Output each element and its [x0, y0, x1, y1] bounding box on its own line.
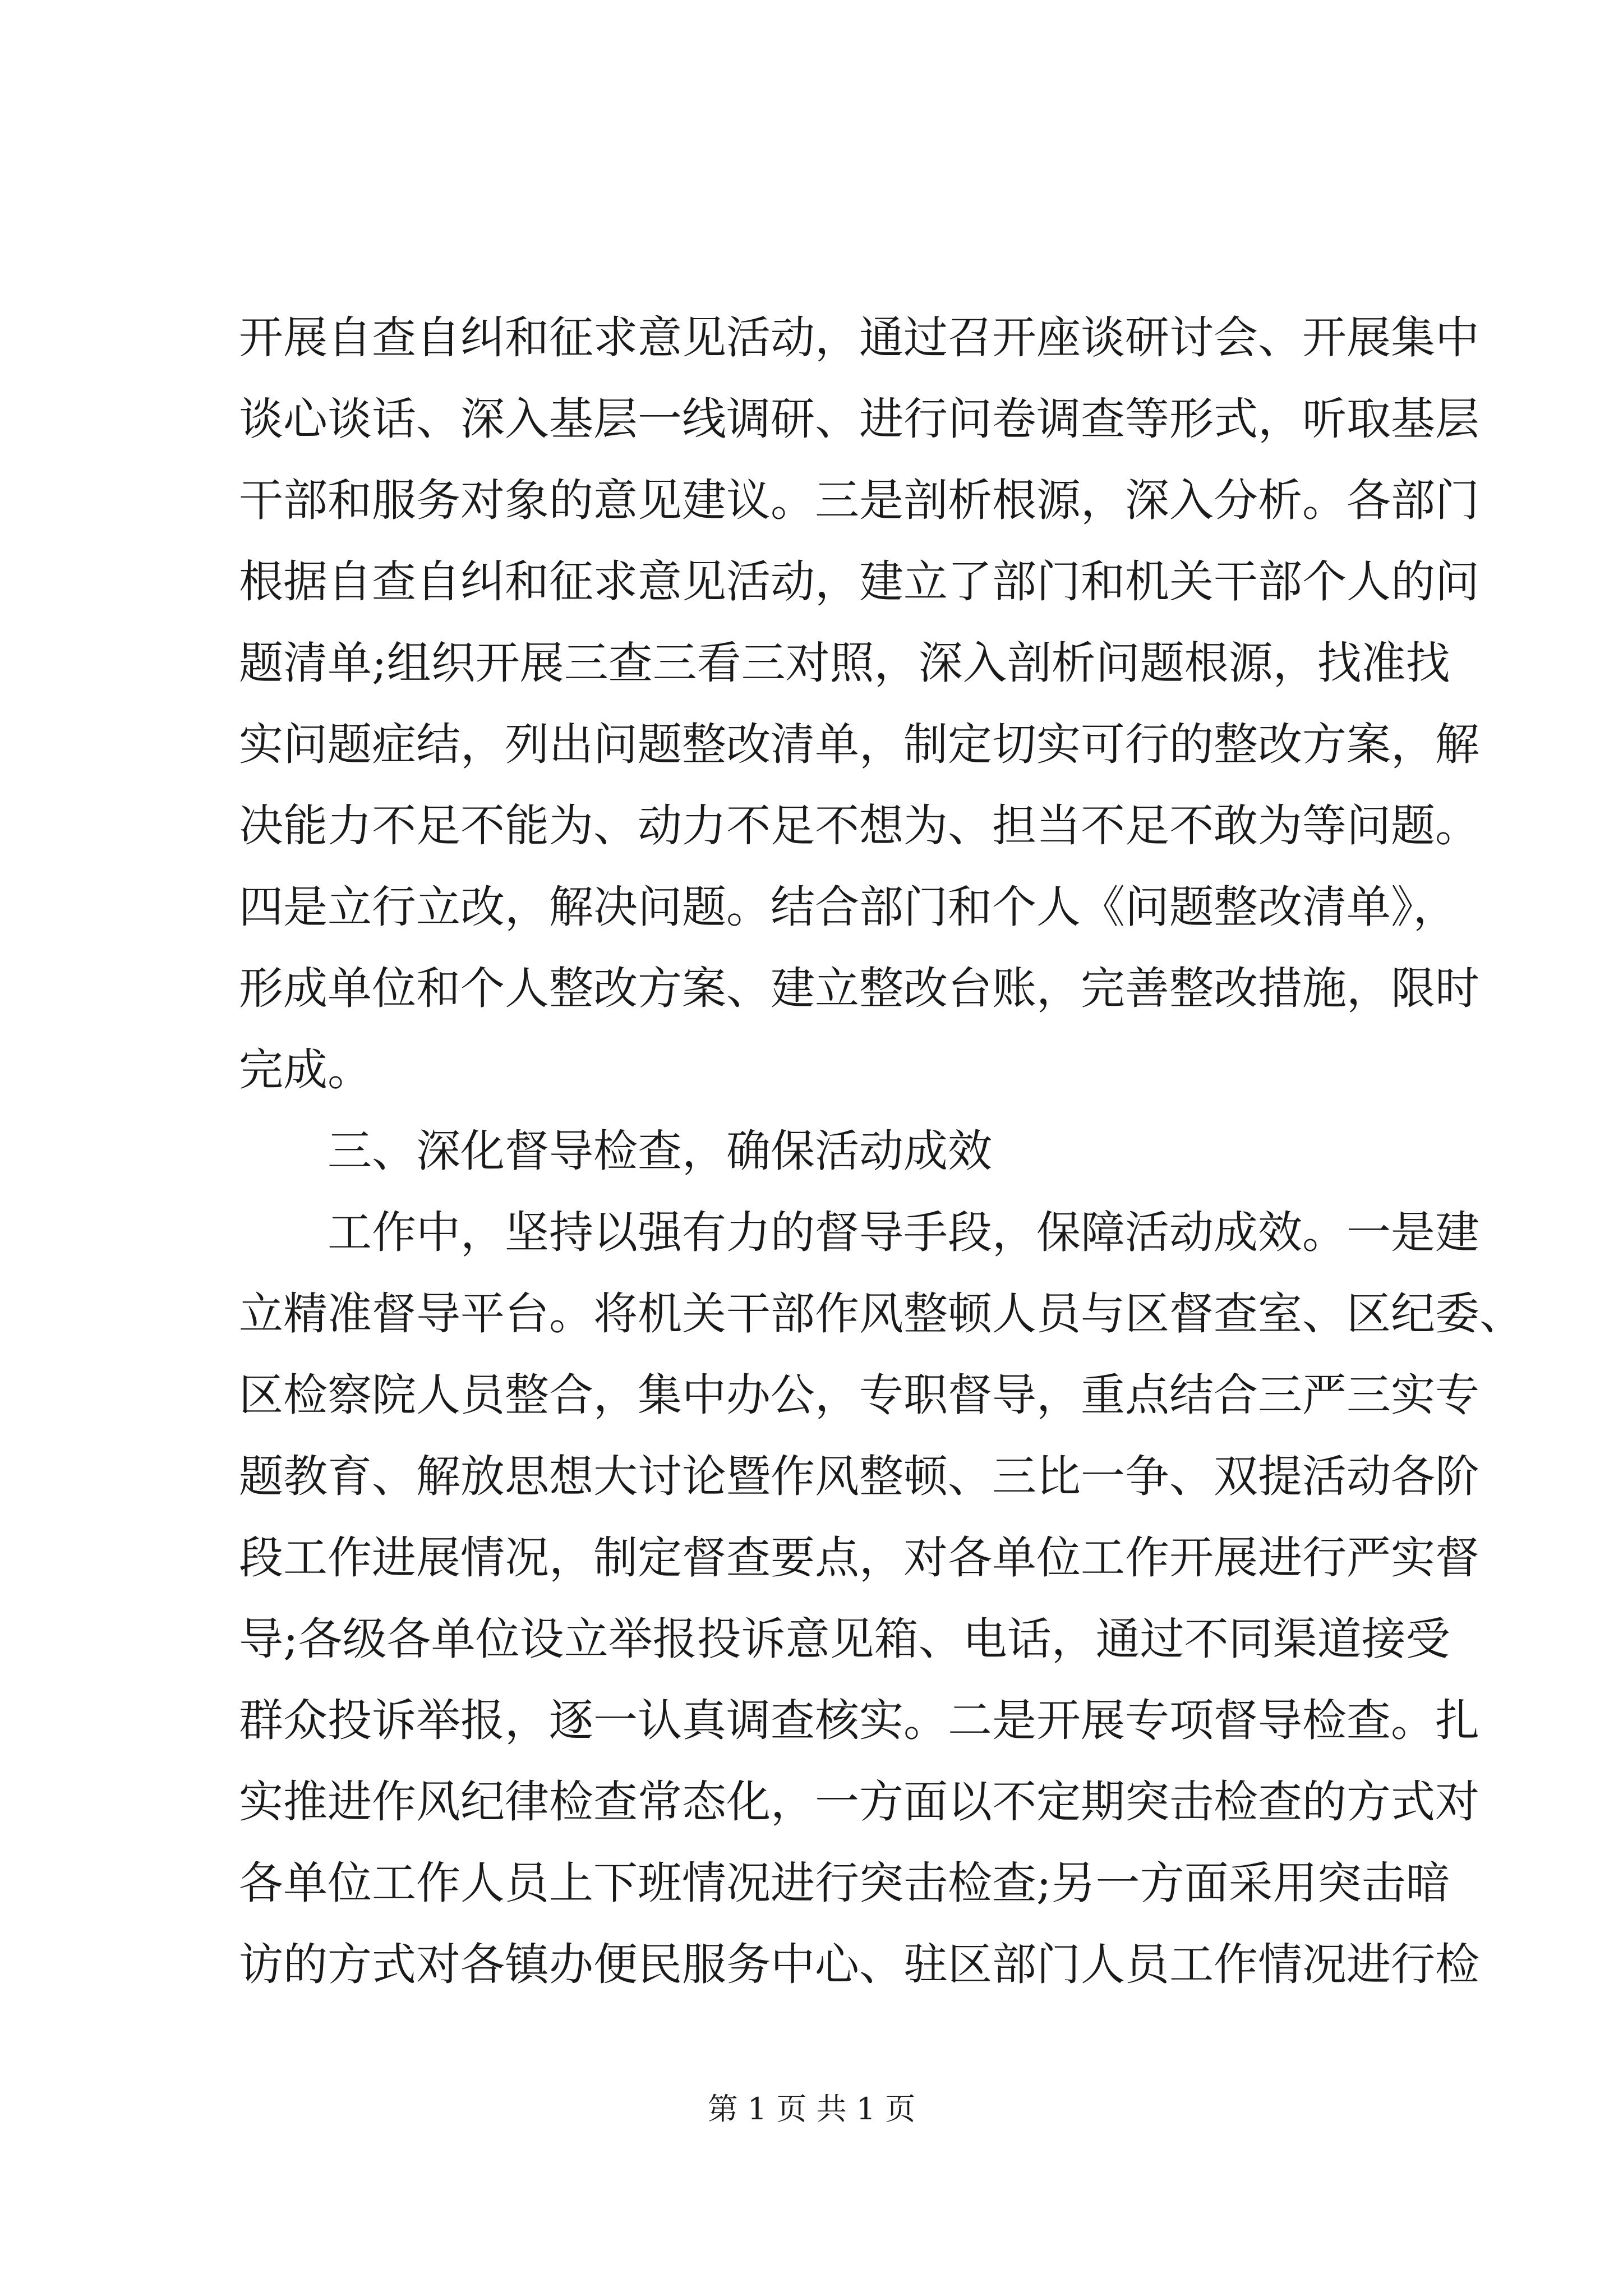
text-line: 各单位工作人员上下班情况进行突击检查;另一方面采用突击暗: [239, 1857, 1450, 1909]
text-line: 工作中，坚持以强有力的督导手段，保障活动成效。一是建: [328, 1207, 1479, 1258]
text-line: 立精准督导平台。将机关干部作风整顿人员与区督查室、区纪委、: [239, 1288, 1524, 1340]
text-line: 开展自查自纠和征求意见活动，通过召开座谈研讨会、开展集中: [239, 312, 1479, 364]
text-line: 实推进作风纪律检查常态化，一方面以不定期突击检查的方式对: [239, 1776, 1479, 1828]
text-line: 四是立行立改，解决问题。结合部门和个人《问题整改清单》，: [239, 881, 1458, 933]
page-number-label: 第 1 页 共 1 页: [707, 2091, 916, 2127]
text-line: 导;各级各单位设立举报投诉意见箱、电话，通过不同渠道接受: [239, 1613, 1450, 1665]
text-line: 题清单;组织开展三查三看三对照，深入剖析问题根源，找准找: [239, 637, 1450, 689]
text-line: 题教育、解放思想大讨论暨作风整顿、三比一争、双提活动各阶: [239, 1451, 1479, 1502]
text-line: 决能力不足不能为、动力不足不想为、担当不足不敢为等问题。: [239, 800, 1479, 852]
text-line: 完成。: [239, 1044, 372, 1096]
text-line: 实问题症结，列出问题整改清单，制定切实可行的整改方案，解: [239, 719, 1479, 770]
section-heading: 三、深化督导检查，确保活动成效: [328, 1125, 992, 1177]
text-line: 群众投诉举报，逐一认真调查核实。二是开展专项督导检查。扎: [239, 1695, 1479, 1746]
text-line: 访的方式对各镇办便民服务中心、驻区部门人员工作情况进行检: [239, 1939, 1479, 1990]
document-body: [239, 297, 1524, 2005]
text-line: 形成单位和个人整改方案、建立整改台账，完善整改措施，限时: [239, 963, 1479, 1014]
page-footer: [0, 2090, 1623, 2129]
text-line: 根据自查自纠和征求意见活动，建立了部门和机关干部个人的问: [239, 556, 1479, 608]
text-line: 干部和服务对象的意见建议。三是剖析根源，深入分析。各部门: [239, 475, 1479, 526]
text-line: 段工作进展情况，制定督查要点，对各单位工作开展进行严实督: [239, 1532, 1479, 1584]
text-line: 区检察院人员整合，集中办公，专职督导，重点结合三严三实专: [239, 1369, 1479, 1421]
text-line: 谈心谈话、深入基层一线调研、进行问卷调查等形式，听取基层: [239, 393, 1479, 445]
